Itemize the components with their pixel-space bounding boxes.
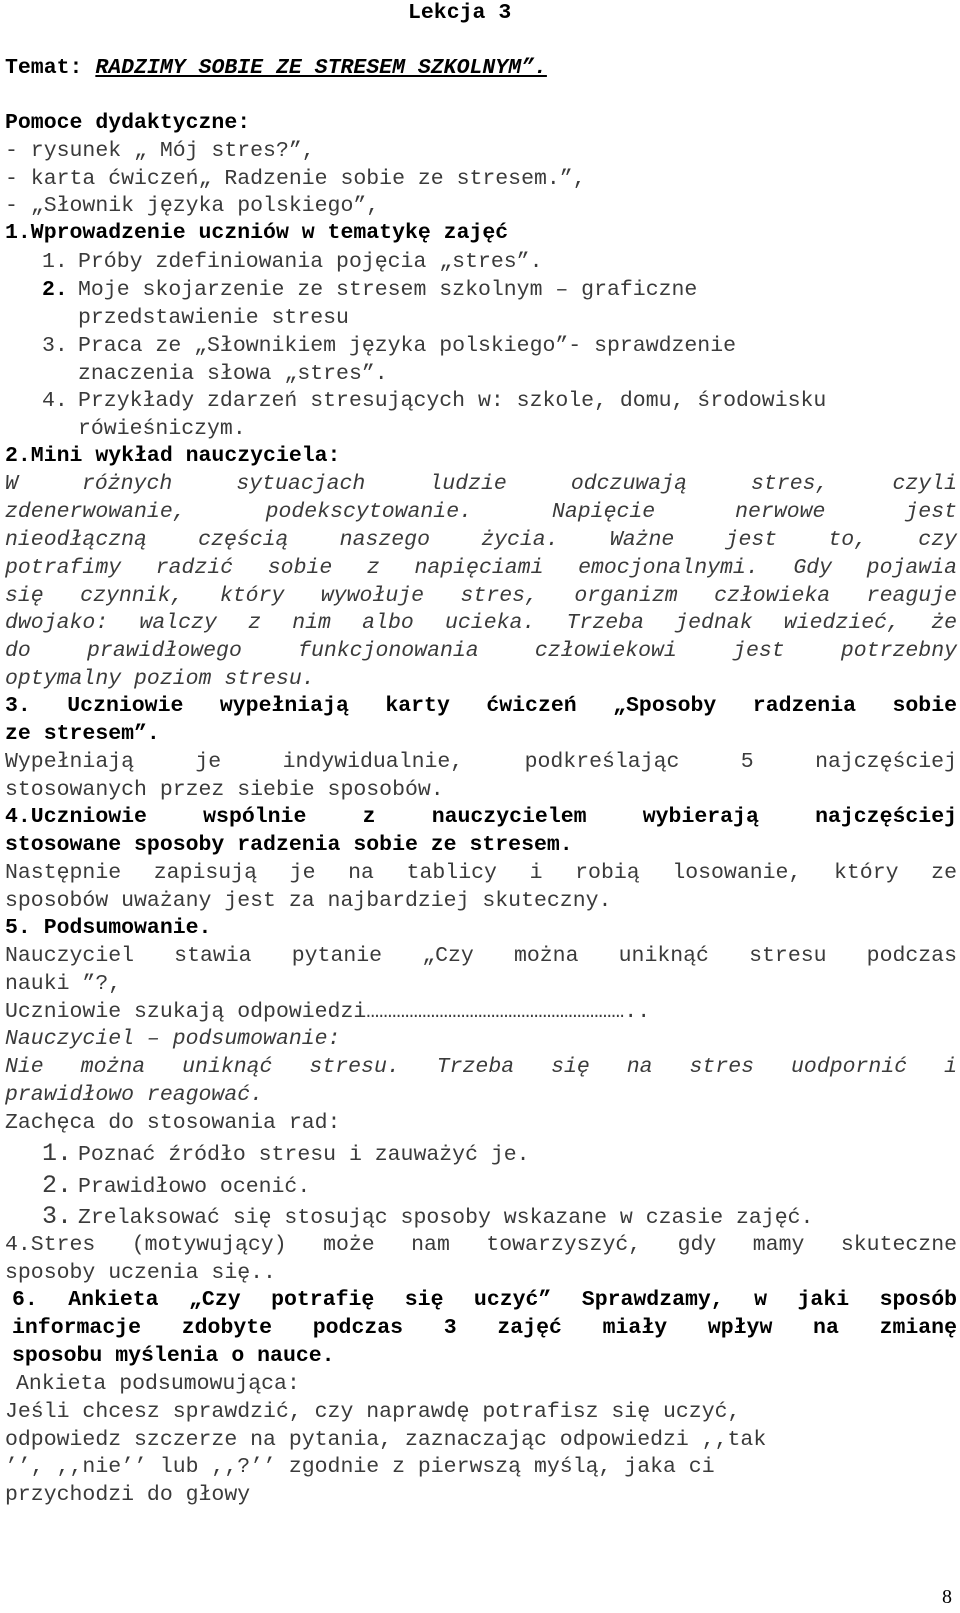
body-line: sposobów uważany jest za najbardziej skuteczny.: [5, 889, 612, 913]
section-5-heading: 5. Podsumowanie.: [5, 916, 212, 940]
body-line: Wypełniają je indywidualnie, podkreślając 5 najczęściej: [5, 750, 957, 774]
topic-label: Temat:: [5, 56, 83, 80]
lesson-title: Lekcja 3: [408, 1, 512, 25]
lecture-line: nieodłączną częścią naszego życia. Ważne jest to, czy: [5, 528, 957, 552]
list-item: Próby zdefiniowania pojęcia „stres”.: [78, 250, 543, 274]
list-item: Przykłady zdarzeń stresujących w: szkole, domu, środowisku: [78, 389, 827, 413]
section-3-heading-cont: ze stresem”.: [5, 722, 160, 746]
topic-line: [5, 55, 957, 82]
section-2-heading: 2.Mini wykład nauczyciela:: [5, 444, 341, 468]
list-number: 4.: [42, 389, 68, 413]
list-number: 1.: [42, 250, 68, 274]
list-item-cont: znaczenia słowa „stres”.: [78, 362, 388, 386]
summary-line: prawidłowo reagować.: [5, 1083, 264, 1107]
lecture-line: dwojako: walczy z nim albo ucieka. Trzeba jednak wiedzieć, że: [5, 611, 957, 635]
lecture-line: do prawidłowego funkcjonowania człowiekowi jest potrzebny: [5, 639, 957, 663]
body-line: Nauczyciel – podsumowanie:: [5, 1027, 341, 1051]
section-3-heading: 3. Uczniowie wypełniają karty ćwiczeń „Sposoby radzenia sobie: [5, 694, 957, 718]
advice-number: 2.: [42, 1171, 73, 1200]
lecture-line: W różnych sytuacjach ludzie odczuwają stres, czyli: [5, 472, 957, 496]
lecture-line: zdenerwowanie, podekscytowanie. Napięcie nerwowe jest: [5, 500, 957, 524]
topic-text: RADZIMY SOBIE ZE STRESEM SZKOLNYM”.: [95, 56, 547, 80]
aids-heading: Pomoce dydaktyczne:: [5, 111, 251, 135]
advice-item: Prawidłowo ocenić.: [78, 1175, 311, 1199]
section-6-heading-cont: informacje zdobyte podczas 3 zajęć miały wpływ na zmianę: [12, 1316, 957, 1340]
list-number: 2.: [42, 278, 68, 302]
body-line: stosowanych przez siebie sposobów.: [5, 778, 444, 802]
aid-item: - karta ćwiczeń„ Radzenie sobie ze stresem.”,: [5, 167, 586, 191]
list-item-cont: przedstawienie stresu: [78, 306, 349, 330]
page-number: 8: [942, 1586, 952, 1608]
body-line: Jeśli chcesz sprawdzić, czy naprawdę potrafisz się uczyć,: [5, 1400, 741, 1424]
section-6-heading-cont: sposobu myślenia o nauce.: [12, 1344, 335, 1368]
list-number: 3.: [42, 334, 68, 358]
advice-number: 3.: [42, 1202, 73, 1231]
list-item-cont: rówieśniczym.: [78, 417, 246, 441]
list-item: Moje skojarzenie ze stresem szkolnym – graficzne: [78, 278, 698, 302]
body-line: Uczniowie szukają odpowiedzi……………………………………………………..: [5, 1000, 651, 1024]
lecture-line: się czynnik, który wywołuje stres, organizm człowieka reaguje: [5, 584, 957, 608]
advice-item: Zrelaksować się stosując sposoby wskazane w czasie zajęć.: [78, 1206, 814, 1230]
body-line: przychodzi do głowy: [5, 1483, 251, 1507]
body-line: nauki ”?,: [5, 972, 122, 996]
lecture-line: potrafimy radzić sobie z napięciami emocjonalnymi. Gdy pojawia: [5, 556, 957, 580]
list-item: Praca ze „Słownikiem języka polskiego”- sprawdzenie: [78, 334, 737, 358]
lecture-line: optymalny poziom stresu.: [5, 667, 315, 691]
section-4-heading-cont: stosowane sposoby radzenia sobie ze stresem.: [5, 833, 573, 857]
advice-item: Poznać źródło stresu i zauważyć je.: [78, 1143, 530, 1167]
body-line: odpowiedz szczerze na pytania, zaznaczając odpowiedzi ,,tak: [5, 1428, 767, 1452]
section-6-heading: 6. Ankieta „Czy potrafię się uczyć” Sprawdzamy, w jaki sposób: [12, 1288, 957, 1312]
aid-item: - rysunek „ Mój stres?”,: [5, 139, 315, 163]
section-4-heading: 4.Uczniowie wspólnie z nauczycielem wybierają najczęściej: [5, 805, 957, 829]
summary-line: Nie można uniknąć stresu. Trzeba się na stres uodpornić i: [5, 1055, 957, 1079]
section-1-heading: 1.Wprowadzenie uczniów w tematykę zajęć: [5, 221, 509, 245]
body-line: 4.Stres (motywujący) może nam towarzyszyć, gdy mamy skuteczne: [5, 1233, 957, 1257]
body-line: Nauczyciel stawia pytanie „Czy można uniknąć stresu podczas: [5, 944, 957, 968]
body-line: ’’, ,,nie’’ lub ,,?’’ zgodnie z pierwszą myślą, jaka ci: [5, 1455, 715, 1479]
body-line: sposoby uczenia się..: [5, 1261, 276, 1285]
body-line: Następnie zapisują je na tablicy i robią losowanie, który ze: [5, 861, 957, 885]
advice-number: 1.: [42, 1139, 73, 1168]
aid-item: - „Słownik języka polskiego”,: [5, 194, 380, 218]
advice-intro: Zachęca do stosowania rad:: [5, 1111, 341, 1135]
survey-label: Ankieta podsumowująca:: [16, 1372, 300, 1396]
